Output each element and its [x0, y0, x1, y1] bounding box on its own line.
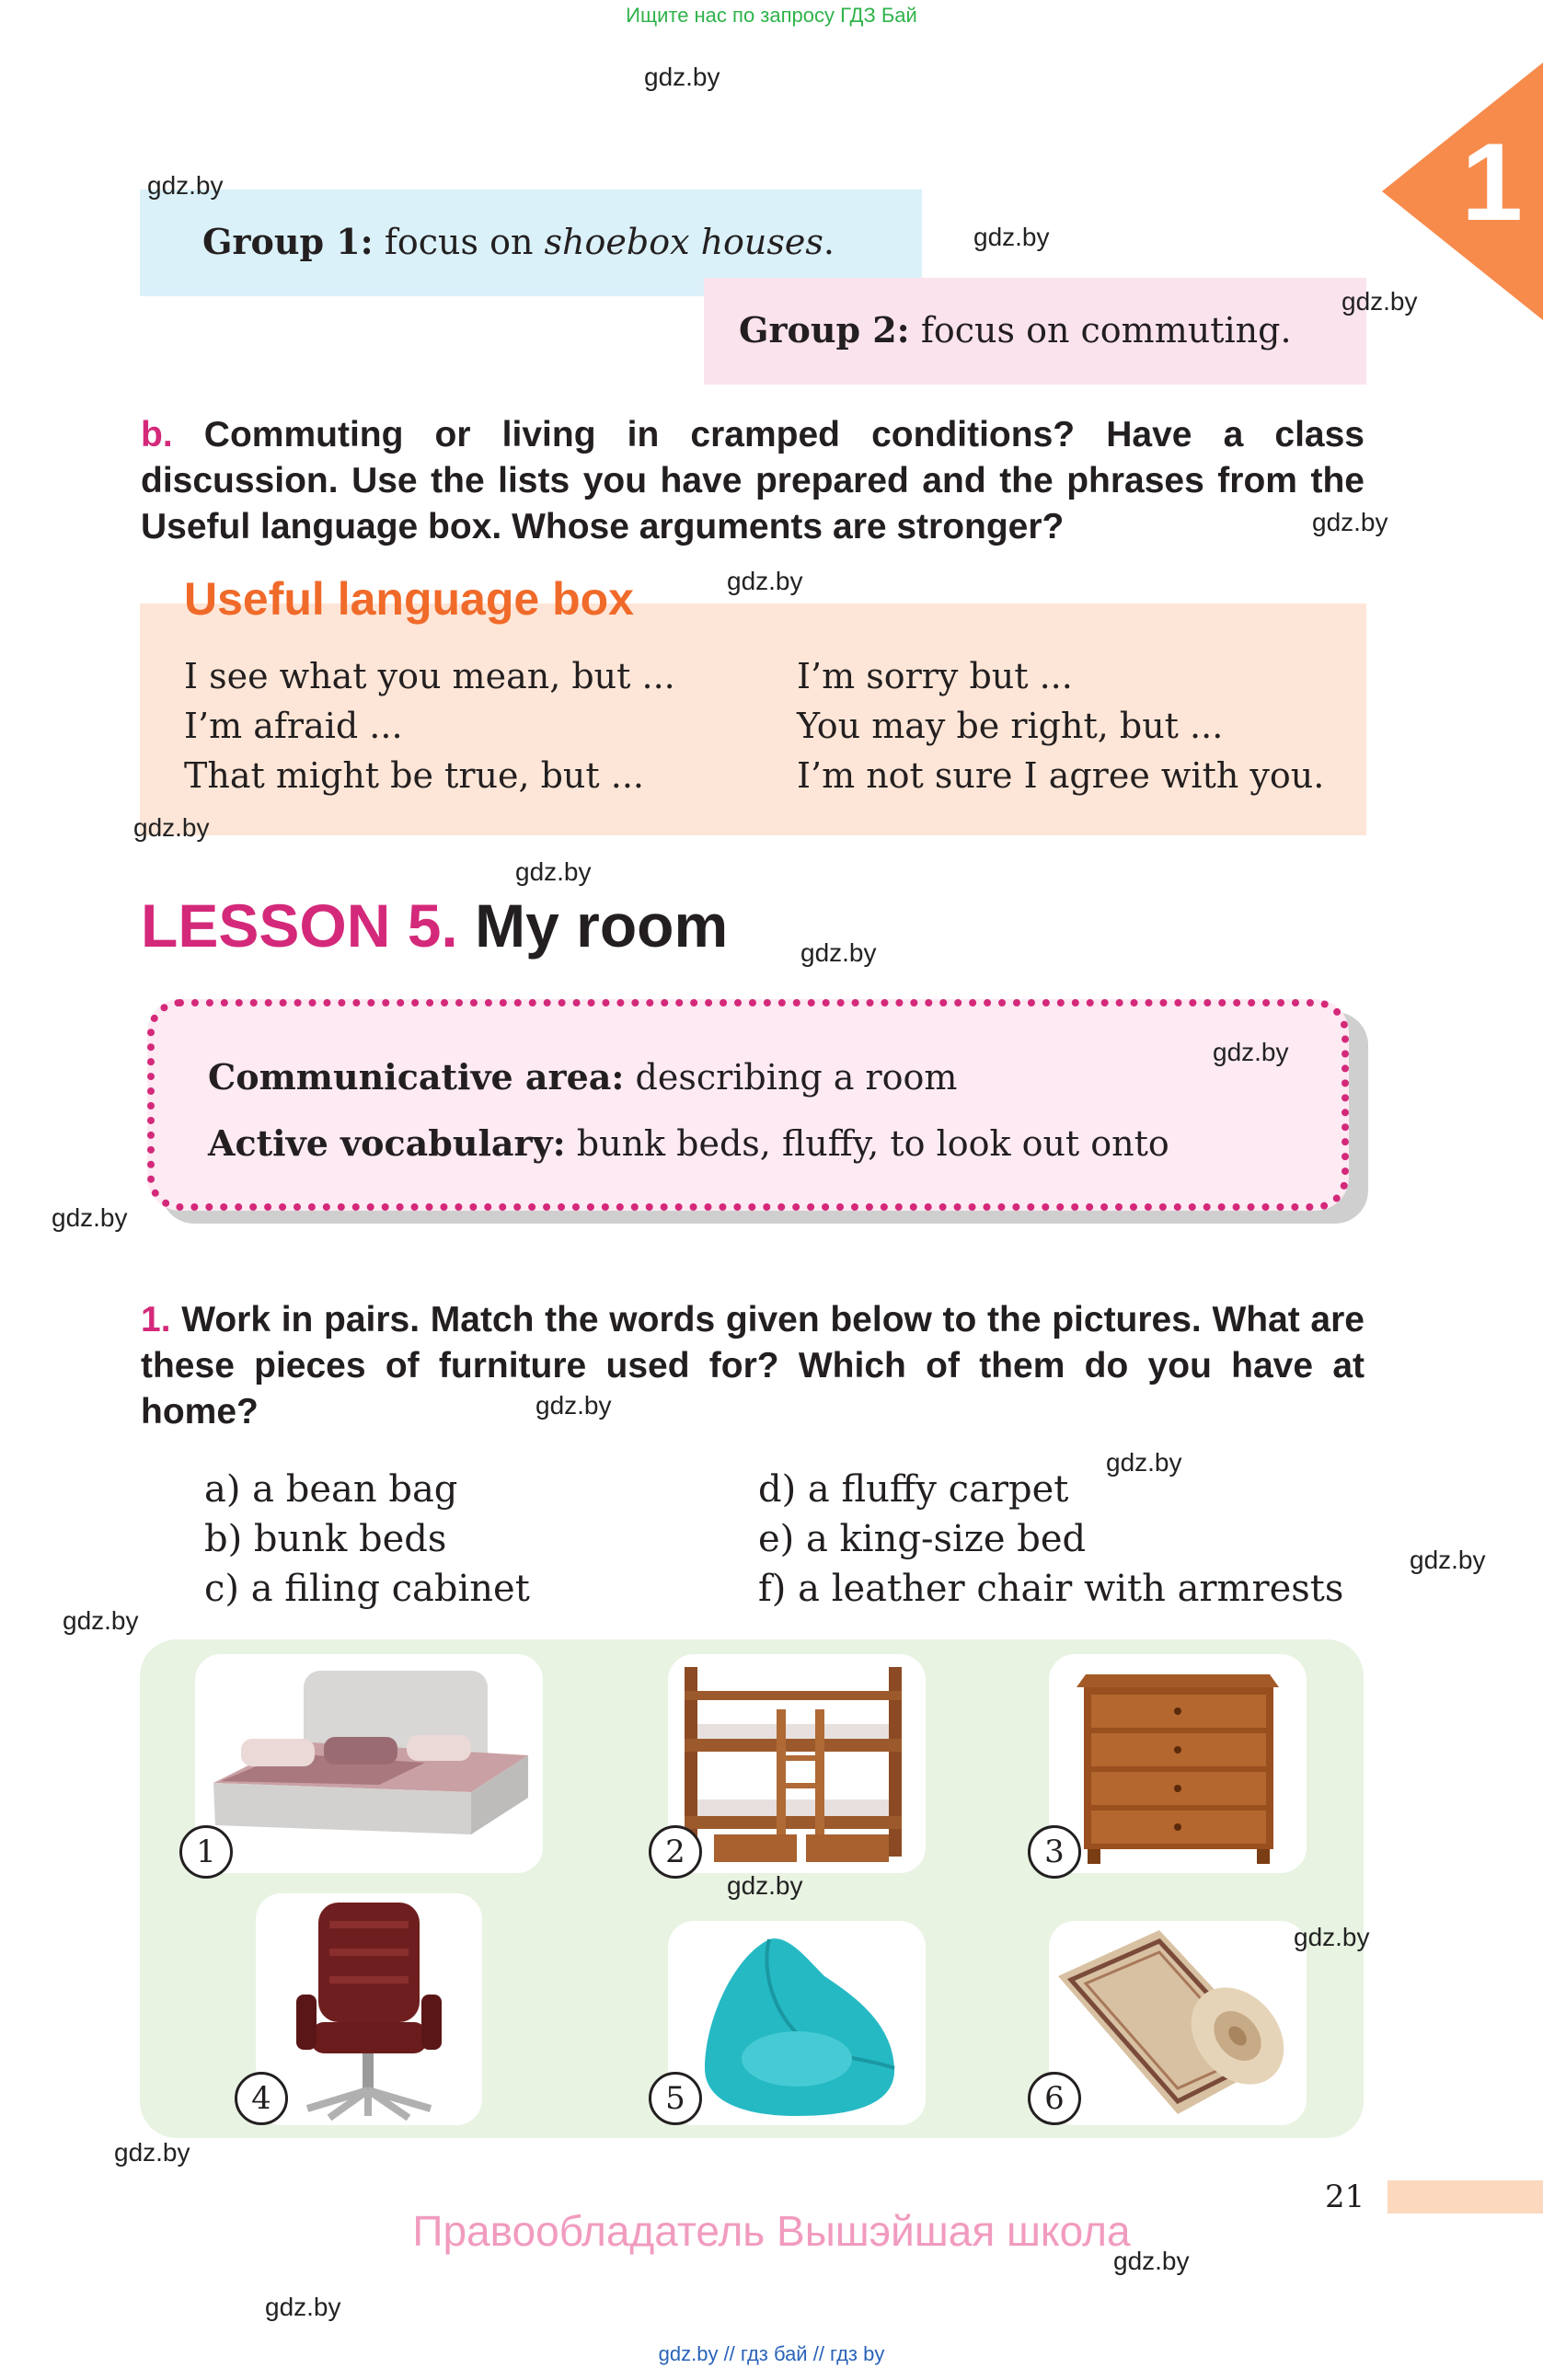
- vocab-text: bunk beds, fluffy, to look out onto: [576, 1123, 1169, 1164]
- rolled-carpet-icon: [1049, 1921, 1307, 2125]
- top-search-hint[interactable]: Ищите нас по запросу ГДЗ Бай: [626, 4, 917, 27]
- unit-number: 1: [1461, 121, 1523, 244]
- watermark: gdz.by: [1410, 1546, 1486, 1574]
- footer-links[interactable]: gdz.by // гдз бай // гдз by: [658, 2342, 885, 2365]
- watermark: gdz.by: [644, 63, 720, 91]
- active-vocabulary-line: [208, 1122, 1169, 1164]
- watermark: gdz.by: [1341, 287, 1418, 316]
- watermark: gdz.by: [800, 938, 877, 967]
- useful-phrase: That might be true, but ...: [184, 755, 644, 796]
- watermark: gdz.by: [727, 567, 803, 595]
- useful-phrase: I’m not sure I agree with you.: [797, 755, 1325, 796]
- useful-language-right-column: [797, 651, 1324, 800]
- lesson-heading: [141, 891, 728, 960]
- comm-area-text: describing a room: [635, 1057, 958, 1098]
- group-2-text: focus on commuting.: [920, 310, 1292, 351]
- useful-phrase: You may be right, but ...: [797, 706, 1224, 746]
- watermark: gdz.by: [1213, 1038, 1289, 1066]
- communicative-area-line: [208, 1056, 957, 1098]
- lesson-title: My room: [475, 891, 729, 960]
- chest-of-drawers-icon: [1049, 1654, 1307, 1873]
- bean-bag-icon: [668, 1921, 926, 2125]
- picture-card-3: [1049, 1654, 1307, 1873]
- watermark: gdz.by: [265, 2293, 341, 2321]
- watermark: gdz.by: [133, 813, 210, 842]
- watermark: gdz.by: [1294, 1923, 1370, 1951]
- lesson-number: LESSON 5.: [141, 891, 458, 960]
- picture-number-1: 1: [179, 1825, 233, 1879]
- watermark: gdz.by: [535, 1391, 612, 1420]
- group-1-text-after: .: [823, 222, 835, 262]
- comm-area-label: Communicative area:: [208, 1056, 625, 1098]
- picture-card-2: [668, 1654, 926, 1873]
- watermark: gdz.by: [147, 171, 224, 200]
- task-1: [141, 1297, 1365, 1435]
- picture-card-6: [1049, 1921, 1307, 2125]
- useful-phrase: I’m sorry but ...: [797, 656, 1073, 696]
- task-1-text: Work in pairs. Match the words given below to the pictures. What are these pieces of furniture used for? Which of them do you have at home?: [141, 1300, 1365, 1431]
- watermark: gdz.by: [727, 1871, 803, 1900]
- group-2-label: Group 2:: [739, 309, 910, 351]
- picture-number-5: 5: [649, 2072, 702, 2125]
- bunk-beds-icon: [668, 1654, 926, 1873]
- watermark: gdz.by: [52, 1203, 128, 1232]
- vocab-item: f) a leather chair with armrests: [758, 1568, 1344, 1610]
- picture-number-4: 4: [235, 2072, 288, 2125]
- watermark: gdz.by: [1106, 1448, 1182, 1477]
- vocab-item: a) a bean bag: [204, 1468, 458, 1511]
- task-b: [141, 412, 1365, 550]
- picture-card-4: [256, 1893, 482, 2125]
- page-number: 21: [1325, 2179, 1365, 2215]
- vocab-list-right: [758, 1465, 1343, 1614]
- watermark: gdz.by: [973, 223, 1050, 251]
- task-b-text: Commuting or living in cramped conditions? Have a class discussion. Use the lists you have prepared and the phrases from the Useful language box. Whose arguments are stronger?: [141, 415, 1365, 546]
- useful-phrase: I see what you mean, but ...: [184, 656, 675, 696]
- communicative-area-box: [147, 999, 1349, 1211]
- vocab-item: b) bunk beds: [204, 1518, 447, 1560]
- useful-phrase: I’m afraid ...: [184, 706, 403, 746]
- watermark: gdz.by: [515, 857, 592, 886]
- king-size-bed-icon: [195, 1654, 543, 1873]
- watermark: gdz.by: [63, 1606, 139, 1635]
- picture-card-5: [668, 1921, 926, 2125]
- watermark: gdz.by: [114, 2138, 190, 2167]
- useful-language-left-column: [184, 651, 675, 800]
- copyright-notice: Правообладатель Вышэйшая школа: [412, 2207, 1131, 2255]
- vocab-item: e) a king-size bed: [758, 1518, 1087, 1560]
- group-1-text-italic: shoebox houses: [544, 222, 823, 262]
- picture-number-3: 3: [1028, 1825, 1081, 1879]
- vocab-item: d) a fluffy carpet: [758, 1468, 1069, 1511]
- picture-number-6: 6: [1028, 2072, 1081, 2125]
- vocab-item: c) a filing cabinet: [204, 1568, 530, 1610]
- picture-number-2: 2: [649, 1825, 702, 1879]
- watermark: gdz.by: [1113, 2247, 1190, 2275]
- task-b-letter: b.: [141, 415, 173, 454]
- task-1-number: 1.: [141, 1300, 171, 1339]
- picture-card-1: [195, 1654, 543, 1873]
- useful-language-title: Useful language box: [184, 573, 634, 625]
- group-1-text-before: focus on: [384, 222, 545, 262]
- group-1-label: Group 1:: [202, 221, 374, 262]
- leather-office-chair-icon: [256, 1893, 482, 2125]
- watermark: gdz.by: [1312, 508, 1388, 536]
- vocab-list-left: [204, 1465, 530, 1614]
- group-2-box: [704, 278, 1366, 385]
- vocab-label: Active vocabulary:: [208, 1122, 566, 1164]
